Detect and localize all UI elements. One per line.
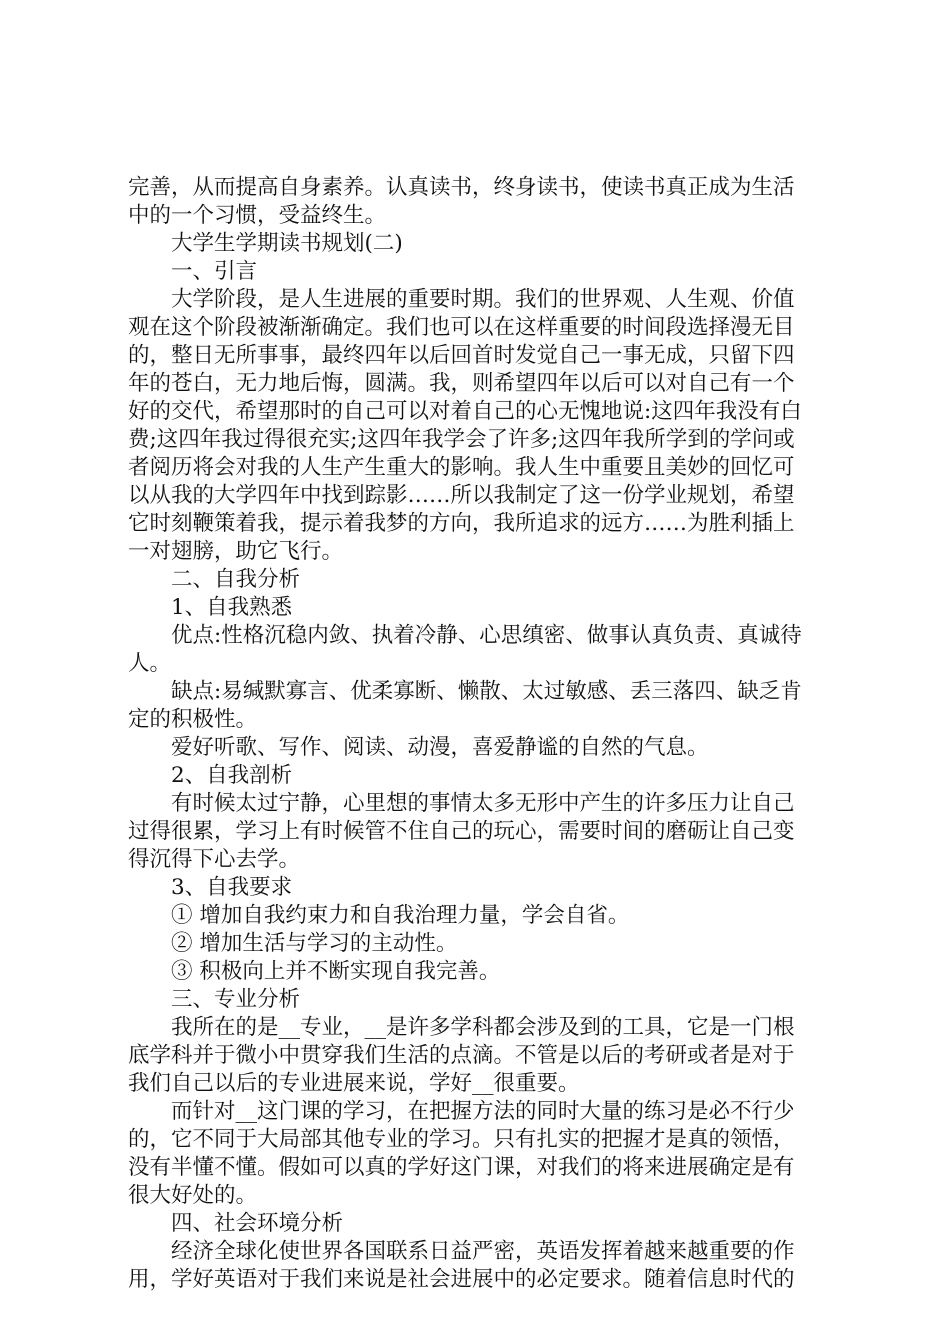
- text-line: 定的积极性。: [128, 707, 258, 732]
- text-line: 观在这个阶段被渐渐确定。我们也可以在这样重要的时间段选择漫无目: [128, 315, 795, 340]
- text-line: 2、自我剖析: [171, 763, 293, 788]
- text-line: 四、社会环境分析: [171, 1211, 344, 1236]
- text-line: 3、自我要求: [171, 875, 293, 900]
- document-page: [128, 174, 828, 1294]
- text-line: 人。: [128, 651, 172, 676]
- text-line: 一对翅膀，助它飞行。: [128, 539, 344, 564]
- text-line: 有时候太过宁静，心里想的事情太多无形中产生的许多压力让自己: [171, 791, 795, 816]
- text-line: 的，整日无所事事，最终四年以后回首时发觉自己一事无成，只留下四: [128, 343, 795, 368]
- text-line: 以从我的大学四年中找到踪影……所以我制定了这一份学业规划，希望: [128, 483, 795, 508]
- text-line: 费;这四年我过得很充实;这四年我学会了许多;这四年我所学到的学问或: [128, 427, 795, 452]
- text-line: ① 增加自我约束力和自我治理力量，学会自省。: [171, 903, 630, 928]
- text-line: 它时刻鞭策着我，提示着我梦的方向，我所追求的远方……为胜利插上: [128, 511, 795, 536]
- text-line: 很大好处的。: [128, 1183, 258, 1208]
- text-line: 好的交代，希望那时的自己可以对着自己的心无愧地说:这四年我没有白: [128, 399, 802, 424]
- text-line: 过得很累，学习上有时候管不住自己的玩心，需要时间的磨砺让自己变: [128, 819, 795, 844]
- text-line: 爱好听歌、写作、阅读、动漫，喜爱静谧的自然的气息。: [171, 735, 709, 760]
- text-line: 我所在的是__专业，__是许多学科都会涉及到的工具，它是一门根: [171, 1015, 795, 1040]
- text-line: 者阅历将会对我的人生产生重大的影响。我人生中重要且美妙的回忆可: [128, 455, 795, 480]
- text-line: 中的一个习惯，受益终生。: [128, 203, 387, 228]
- text-line: ③ 积极向上并不断实现自我完善。: [171, 959, 501, 984]
- text-line: 完善，从而提高自身素养。认真读书，终身读书，使读书真正成为生活: [128, 175, 795, 200]
- text-line: 1、自我熟悉: [171, 595, 293, 620]
- text-line: 年的苍白，无力地后悔，圆满。我，则希望四年以后可以对自己有一个: [128, 371, 795, 396]
- text-line: 一、引言: [171, 259, 258, 284]
- text-line: 用，学好英语对于我们来说是社会进展中的必定要求。随着信息时代的: [128, 1267, 795, 1292]
- text-line: 经济全球化使世界各国联系日益严密，英语发挥着越来越重要的作: [171, 1239, 795, 1264]
- text-line: 没有半懂不懂。假如可以真的学好这门课，对我们的将来进展确定是有: [128, 1155, 795, 1180]
- text-line: 的，它不同于大局部其他专业的学习。只有扎实的把握才是真的领悟，: [128, 1127, 795, 1152]
- text-line: 底学科并于微小中贯穿我们生活的点滴。不管是以后的考研或者是对于: [128, 1043, 795, 1068]
- text-line: 我们自己以后的专业进展来说，学好__很重要。: [128, 1071, 580, 1096]
- text-line: 缺点:易缄默寡言、优柔寡断、懒散、太过敏感、丢三落四、缺乏肯: [171, 679, 802, 704]
- text-line: ② 增加生活与学习的主动性。: [171, 931, 458, 956]
- text-line: 大学生学期读书规划(二): [171, 231, 403, 256]
- text-line: 而针对__这门课的学习，在把握方法的同时大量的练习是必不行少: [171, 1099, 795, 1124]
- text-line: 二、自我分析: [171, 567, 301, 592]
- text-line: 三、专业分析: [171, 987, 301, 1012]
- text-line: 优点:性格沉稳内敛、执着冷静、心思缜密、做事认真负责、真诚待: [171, 623, 802, 648]
- text-line: 得沉得下心去学。: [128, 847, 301, 872]
- text-line: 大学阶段，是人生进展的重要时期。我们的世界观、人生观、价值: [171, 287, 795, 312]
